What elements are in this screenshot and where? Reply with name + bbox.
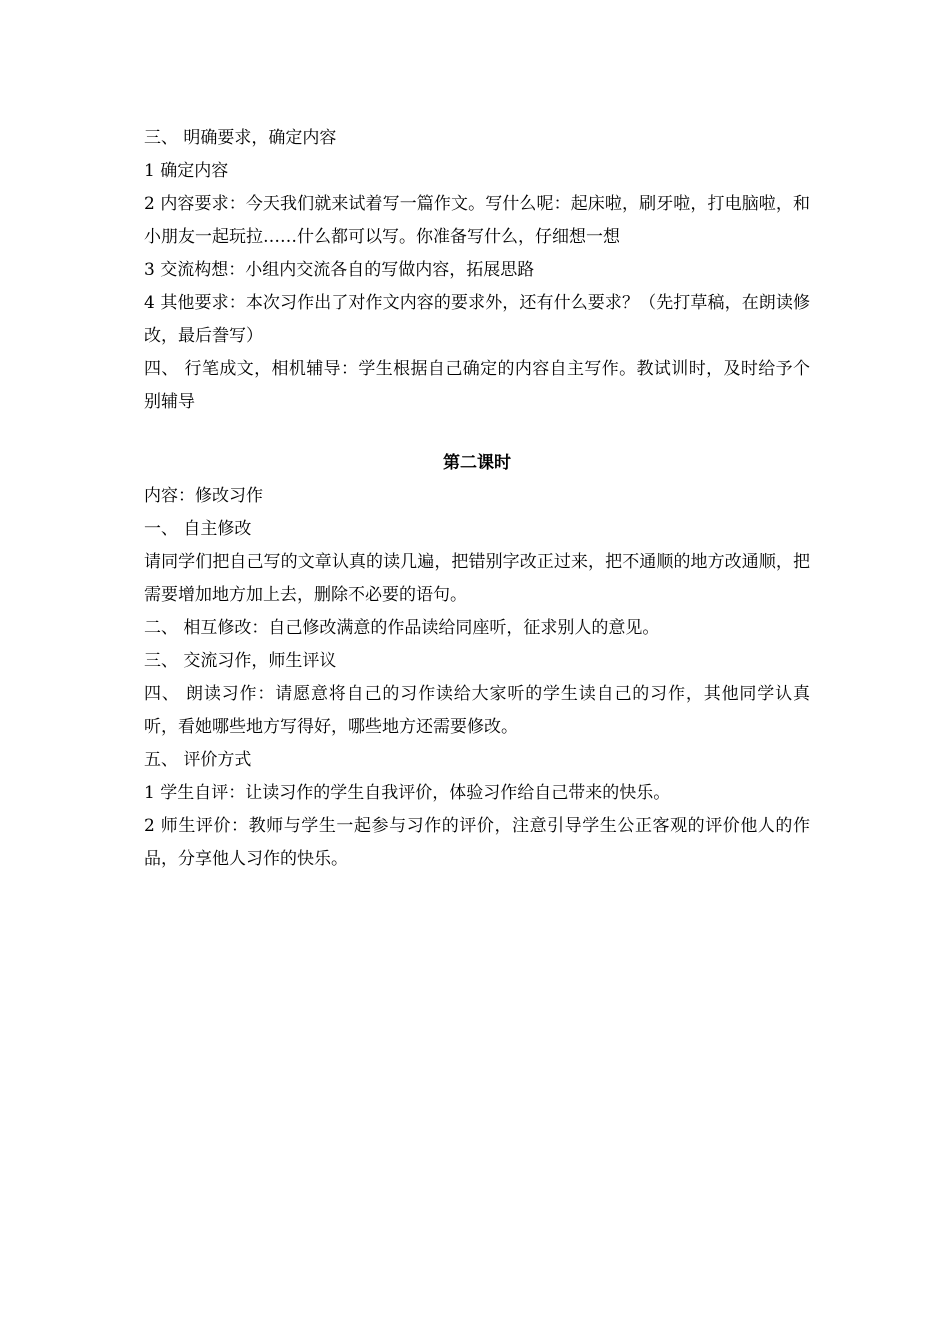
lesson-2-step-2: 二、 相互修改：自己修改满意的作品读给同座听，征求别人的意见。 <box>144 618 660 638</box>
step-3-item-4: 4 其他要求：本次习作出了对作文内容的要求外，还有什么要求？（先打草稿，在朗读修改，最后誊写） <box>144 293 810 346</box>
lesson-2-content: 内容：修改习作 <box>144 486 263 506</box>
lesson-2-step-5-item-1: 1 学生自评：让读习作的学生自我评价，体验习作给自己带来的快乐。 <box>144 783 671 803</box>
lesson-2-step-5-item-2: 2 师生评价：教师与学生一起参与习作的评价，注意引导学生公正客观的评价他人的作品，分享他人习作的快乐。 <box>144 816 810 869</box>
section-title-lesson-2: 第二课时 <box>443 453 511 473</box>
lesson-2-step-1-paragraph: 请同学们把自己写的文章认真的读几遍，把错别字改正过来，把不通顺的地方改通顺，把需要增加地方加上去，删除不必要的语句。 <box>144 552 810 605</box>
step-3-item-3: 3 交流构想：小组内交流各自的写做内容，拓展思路 <box>144 260 535 280</box>
step-4-paragraph: 四、 行笔成文，相机辅导：学生根据自己确定的内容自主写作。教试训时，及时给予个别辅导 <box>144 359 810 412</box>
step-3-item-1: 1 确定内容 <box>144 161 229 181</box>
step-3-heading: 三、 明确要求，确定内容 <box>144 128 337 148</box>
lesson-2-step-3: 三、 交流习作，师生评议 <box>144 651 337 671</box>
step-3-item-2: 2 内容要求：今天我们就来试着写一篇作文。写什么呢：起床啦，刷牙啦，打电脑啦，和小朋友一起玩拉……什么都可以写。你准备写什么，仔细想一想 <box>144 194 810 247</box>
lesson-2-step-1-heading: 一、 自主修改 <box>144 519 252 539</box>
document-page <box>144 122 810 876</box>
lesson-2-step-4-paragraph: 四、 朗读习作：请愿意将自己的习作读给大家听的学生读自己的习作，其他同学认真听，看她哪些地方写得好，哪些地方还需要修改。 <box>144 684 810 737</box>
lesson-2-step-5-heading: 五、 评价方式 <box>144 750 252 770</box>
